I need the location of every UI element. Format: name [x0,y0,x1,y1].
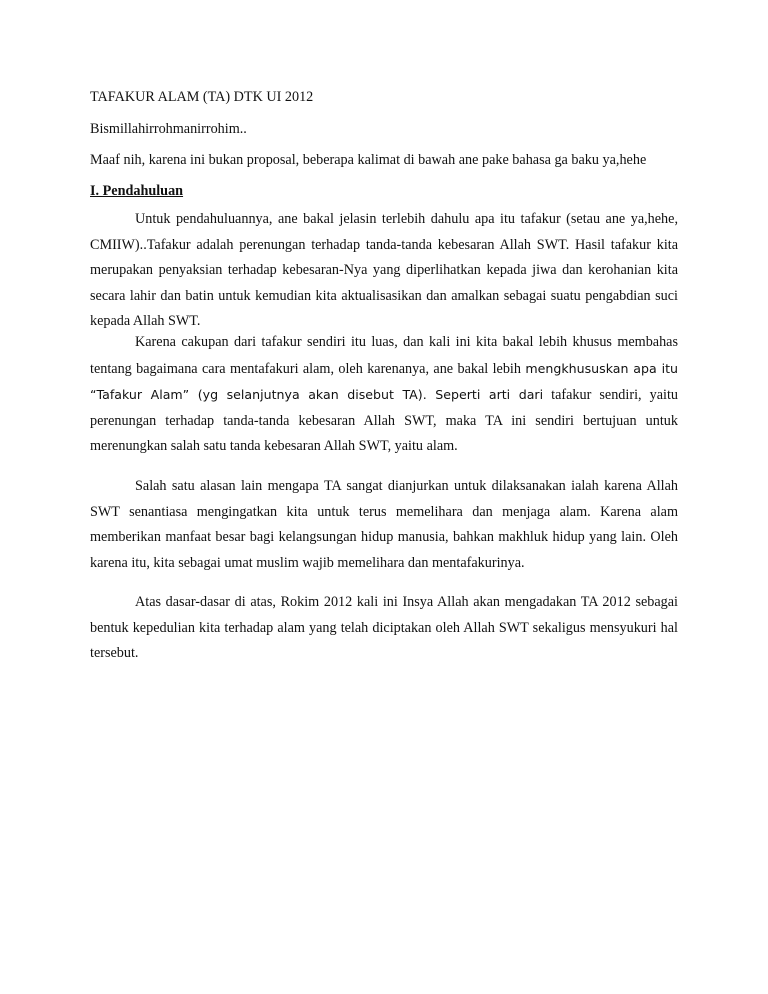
paragraph-1: Untuk pendahuluannya, ane bakal jelasin terlebih dahulu apa itu tafakur (setau ane ya,hehe, CMIIW)..Tafakur adalah perenungan terhadap tanda-tanda kebesaran Allah SWT. Hasil tafakur kita merupakan penyaksian terhadap kebesaran-Nya yang diperlihatkan kepada jiwa dan kerohanian kita secara lahir dan batin untuk kemudian kita aktualisasikan dan amalkan sebagai suatu pengabdian suci kepada Allah SWT. [90,211,678,329]
paragraph-2-part-2: mengkhususkan apa itu “Tafakur Alam” (yg selanjutnya akan disebut TA). Seperti arti dari [90,360,678,402]
paragraph-2-part-3: tafakur sendiri, yaitu perenungan terhadap tanda-tanda kebesaran Allah SWT, maka TA ini sendiri bertujuan untuk merenungkan salah satu tanda kebesaran Allah SWT, yaitu alam. [90,387,678,454]
paragraph-2 [90,330,678,460]
document-title: TAFAKUR ALAM (TA) DTK UI 2012 [90,89,314,105]
basmalah-line: Bismillahirrohmanirrohim.. [90,121,247,137]
paragraph-3: Salah satu alasan lain mengapa TA sangat dianjurkan untuk dilaksanakan ialah karena Allah SWT senantiasa mengingatkan kita untuk terus memelihara dan menjaga alam. Karena alam memberikan manfaat besar bagi kelangsungan hidup manusia, bahkan makhluk hidup yang lain. Oleh karena itu, kita sebagai umat muslim wajib memelihara dan mentafakurinya. [90,478,678,571]
section-heading: I. Pendahuluan [90,183,184,199]
paragraph-4: Atas dasar-dasar di atas, Rokim 2012 kali ini Insya Allah akan mengadakan TA 2012 sebagai bentuk kepedulian kita terhadap alam yang telah diciptakan oleh Allah SWT sekaligus mensyukuri hal tersebut. [90,594,678,661]
paragraph-2-part-1: Karena cakupan dari tafakur sendiri itu luas, dan kali ini kita bakal lebih khusus membahas tentang bagaimana cara mentafakuri alam, oleh karenanya, ane bakal lebih [90,334,678,377]
intro-note: Maaf nih, karena ini bukan proposal, beberapa kalimat di bawah ane pake bahasa ga baku ya,hehe [90,152,647,168]
